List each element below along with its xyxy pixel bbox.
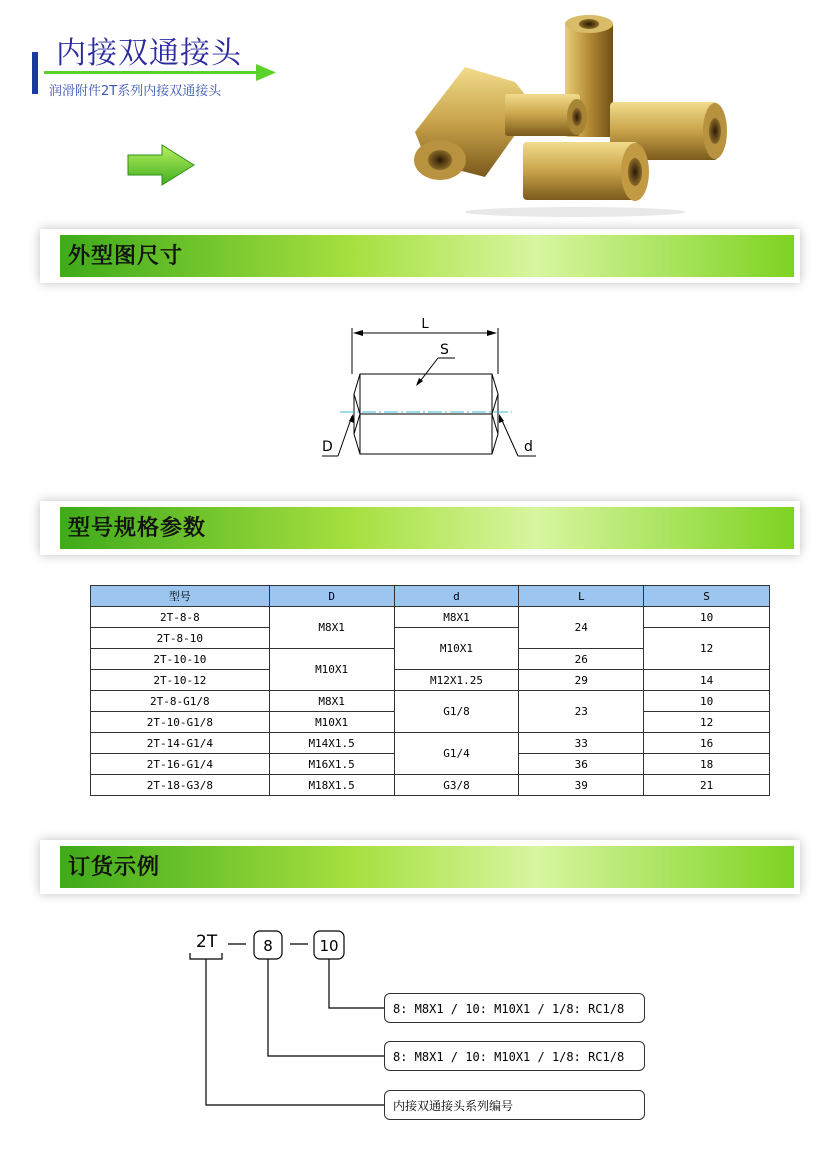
cell-d: M12X1.25 [394,670,519,691]
cell-d: G1/4 [394,733,519,775]
cell-d: M8X1 [394,607,519,628]
cell-S: 10 [644,691,770,712]
cell-D: M10X1 [269,712,394,733]
cell-L: 33 [519,733,644,754]
label-d: d [524,439,533,455]
cell-model: 2T-8-G1/8 [91,691,270,712]
spec-table [90,585,770,796]
cell-d: G3/8 [394,775,519,796]
page-title: 内接双通接头 [56,36,242,71]
cell-model: 2T-18-G3/8 [91,775,270,796]
cell-S: 16 [644,733,770,754]
label-L: L [421,317,429,332]
cell-L: 26 [519,649,644,670]
section-title-dimensions: 外型图尺寸 [68,244,184,269]
section-banner-specs [40,501,800,555]
product-photo [405,12,745,217]
cell-D: M8X1 [269,607,394,649]
cell-model: 2T-8-10 [91,628,270,649]
header-accent-bar [32,52,38,94]
big-arrow-icon [126,143,198,189]
cell-D: M10X1 [269,649,394,691]
desc-box-small-thread: 8: M8X1 / 10: M10X1 / 1/8: RC1/8 [384,993,645,1023]
cell-D: M18X1.5 [269,775,394,796]
cell-L: 29 [519,670,644,691]
label-S: S [440,342,449,358]
table-row [91,775,770,796]
cell-L: 24 [519,607,644,649]
cell-L: 36 [519,754,644,775]
desc-box-series: 内接双通接头系列编号 [384,1090,645,1120]
cell-S: 12 [644,712,770,733]
code-part-1: 8 [263,937,273,955]
cell-L: 23 [519,691,644,733]
col-header-L: L [519,586,644,607]
cell-D: M14X1.5 [269,733,394,754]
code-prefix: 2T [196,932,218,952]
cell-d: M10X1 [394,628,519,670]
col-header-S: S [644,586,770,607]
section-banner-order [40,840,800,894]
cell-S: 14 [644,670,770,691]
cell-S: 18 [644,754,770,775]
cell-S: 21 [644,775,770,796]
cell-d: G1/8 [394,691,519,733]
table-row [91,691,770,712]
table-row [91,670,770,691]
cell-S: 10 [644,607,770,628]
col-header-model: 型号 [91,586,270,607]
code-part-2: 10 [319,937,339,955]
page-subtitle: 润滑附件2T系列内接双通接头 [49,84,222,99]
cell-S: 12 [644,628,770,670]
cell-model: 2T-16-G1/4 [91,754,270,775]
cell-model: 2T-10-10 [91,649,270,670]
section-title-order: 订货示例 [68,855,161,880]
label-D: D [322,439,333,455]
cell-model: 2T-8-8 [91,607,270,628]
cell-model: 2T-10-G1/8 [91,712,270,733]
table-row [91,733,770,754]
cell-D: M16X1.5 [269,754,394,775]
table-row [91,607,770,628]
section-banner-dimensions [40,229,800,283]
cell-D: M8X1 [269,691,394,712]
cell-L: 39 [519,775,644,796]
section-title-specs: 型号规格参数 [68,516,207,541]
dimension-drawing [300,308,560,468]
table-header-row [91,586,770,607]
col-header-d: d [394,586,519,607]
table-row [91,628,770,649]
desc-box-large-thread: 8: M8X1 / 10: M10X1 / 1/8: RC1/8 [384,1041,645,1071]
cell-model: 2T-10-12 [91,670,270,691]
cell-model: 2T-14-G1/4 [91,733,270,754]
col-header-D: D [269,586,394,607]
